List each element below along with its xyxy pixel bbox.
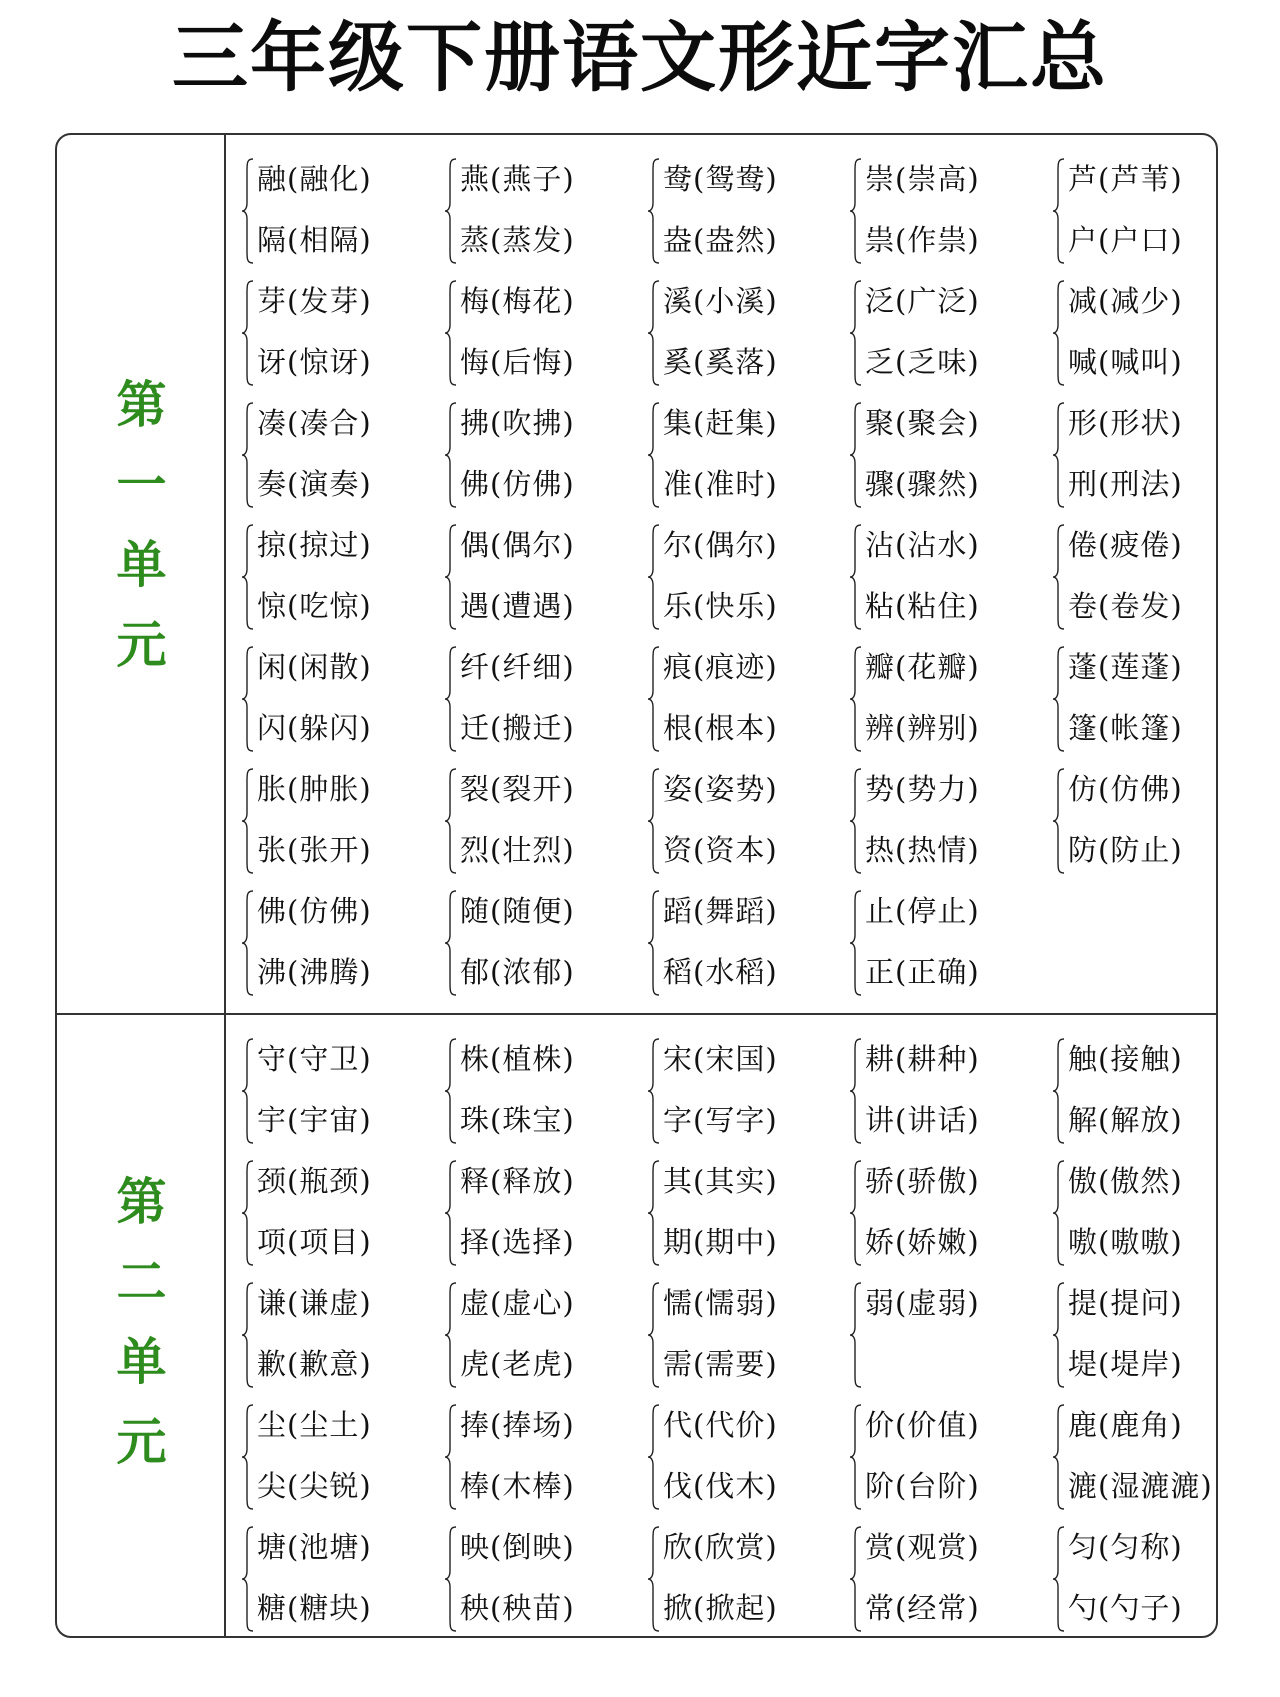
unit-label-char: 单 <box>116 536 167 594</box>
word-pair <box>444 273 634 395</box>
word-entry: 聚(聚会) <box>865 406 980 440</box>
word-pair <box>849 1397 1039 1519</box>
word-entry: 傲(傲然) <box>1068 1164 1183 1198</box>
word-entry: 映(倒映) <box>460 1530 575 1564</box>
word-entry: 虚(虚心) <box>460 1286 575 1320</box>
word-pair <box>849 1031 1039 1153</box>
unit-label-char: 元 <box>116 1413 167 1471</box>
word-entry: 悔(后悔) <box>460 345 575 379</box>
brace-icon <box>647 889 661 997</box>
word-entry: 漉(湿漉漉) <box>1068 1469 1213 1503</box>
word-entry: 胀(肿胀) <box>257 772 372 806</box>
word-pair <box>849 1275 1039 1397</box>
word-entry: 芽(发芽) <box>257 284 372 318</box>
brace-icon <box>647 1403 661 1511</box>
word-pair <box>1052 1397 1218 1519</box>
word-pair <box>849 273 1039 395</box>
word-pair <box>849 517 1039 639</box>
word-entry: 郁(浓郁) <box>460 955 575 989</box>
word-entry: 解(解放) <box>1068 1103 1183 1137</box>
word-pair <box>444 1153 634 1275</box>
word-entry: 捧(捧场) <box>460 1408 575 1442</box>
word-entry: 拂(吹拂) <box>460 406 575 440</box>
word-entry: 烈(壮烈) <box>460 833 575 867</box>
word-pair <box>241 639 431 761</box>
word-pair <box>647 273 837 395</box>
word-entry: 常(经常) <box>865 1591 980 1625</box>
word-entry: 歉(歉意) <box>257 1347 372 1381</box>
word-entry: 掀(掀起) <box>663 1591 778 1625</box>
brace-icon <box>647 157 661 265</box>
brace-icon <box>241 401 255 509</box>
brace-icon <box>849 401 863 509</box>
word-pair <box>444 639 634 761</box>
word-entry: 代(代价) <box>663 1408 778 1442</box>
word-entry: 芦(芦苇) <box>1068 162 1183 196</box>
word-entry: 张(张开) <box>257 833 372 867</box>
word-entry: 秧(秧苗) <box>460 1591 575 1625</box>
brace-icon <box>849 1525 863 1633</box>
word-pair <box>444 151 634 273</box>
word-entry: 耕(耕种) <box>865 1042 980 1076</box>
word-pair <box>241 1397 431 1519</box>
brace-icon <box>647 279 661 387</box>
word-pair <box>241 1153 431 1275</box>
word-entry: 谦(谦虚) <box>257 1286 372 1320</box>
word-entry: 惊(吃惊) <box>257 589 372 623</box>
word-pair <box>849 1519 1039 1638</box>
word-entry: 骄(骄傲) <box>865 1164 980 1198</box>
word-pair <box>241 151 431 273</box>
word-entry: 燕(燕子) <box>460 162 575 196</box>
brace-icon <box>647 1037 661 1145</box>
brace-icon <box>1052 1403 1066 1511</box>
word-pair <box>647 395 837 517</box>
word-entry: 颈(瓶颈) <box>257 1164 372 1198</box>
word-entry: 伐(伐木) <box>663 1469 778 1503</box>
brace-icon <box>1052 1281 1066 1389</box>
brace-icon <box>1052 279 1066 387</box>
brace-icon <box>241 1281 255 1389</box>
brace-icon <box>647 1159 661 1267</box>
word-entry: 宋(宋国) <box>663 1042 778 1076</box>
word-entry: 热(热情) <box>865 833 980 867</box>
word-pair <box>647 639 837 761</box>
brace-icon <box>647 1281 661 1389</box>
word-pair <box>647 761 837 883</box>
word-entry: 闲(闲散) <box>257 650 372 684</box>
word-pair <box>647 151 837 273</box>
word-table <box>55 133 1218 1638</box>
brace-icon <box>444 1037 458 1145</box>
word-entry: 沸(沸腾) <box>257 955 372 989</box>
word-entry: 仿(仿佛) <box>1068 772 1183 806</box>
word-entry: 懦(懦弱) <box>663 1286 778 1320</box>
word-pair <box>849 151 1039 273</box>
word-entry: 其(其实) <box>663 1164 778 1198</box>
word-entry: 痕(痕迹) <box>663 650 778 684</box>
word-entry: 株(植株) <box>460 1042 575 1076</box>
word-entry: 喊(喊叫) <box>1068 345 1183 379</box>
brace-icon <box>849 1037 863 1145</box>
word-entry: 减(减少) <box>1068 284 1183 318</box>
word-pair <box>1052 639 1218 761</box>
word-entry: 融(融化) <box>257 162 372 196</box>
word-entry: 棒(木棒) <box>460 1469 575 1503</box>
brace-icon <box>241 279 255 387</box>
word-entry: 项(项目) <box>257 1225 372 1259</box>
brace-icon <box>647 767 661 875</box>
brace-icon <box>647 401 661 509</box>
word-entry: 价(价值) <box>865 1408 980 1442</box>
word-pair <box>1052 1275 1218 1397</box>
word-entry: 祟(作祟) <box>865 223 980 257</box>
word-pair <box>1052 761 1218 883</box>
word-entry: 需(需要) <box>663 1347 778 1381</box>
word-entry: 偶(偶尔) <box>460 528 575 562</box>
unit-label-char: 元 <box>116 616 167 674</box>
word-pair <box>241 1519 431 1638</box>
word-pair <box>1052 1153 1218 1275</box>
brace-icon <box>241 645 255 753</box>
brace-icon <box>849 1281 863 1389</box>
word-pair <box>1052 517 1218 639</box>
word-pair <box>849 883 1039 1005</box>
word-pair <box>647 517 837 639</box>
word-pair <box>647 1397 837 1519</box>
word-entry: 骤(骤然) <box>865 467 980 501</box>
word-entry: 尘(尘土) <box>257 1408 372 1442</box>
brace-icon <box>241 1403 255 1511</box>
brace-icon <box>444 1159 458 1267</box>
word-entry: 弱(虚弱) <box>865 1286 980 1320</box>
word-pair <box>1052 395 1218 517</box>
word-entry: 准(准时) <box>663 467 778 501</box>
word-entry: 奚(奚落) <box>663 345 778 379</box>
brace-icon <box>444 1281 458 1389</box>
unit-label-char: 二 <box>116 1253 167 1311</box>
word-pair <box>241 395 431 517</box>
word-entry: 欣(欣赏) <box>663 1530 778 1564</box>
word-entry: 倦(疲倦) <box>1068 528 1183 562</box>
brace-icon <box>444 1525 458 1633</box>
word-entry: 嗷(嗷嗷) <box>1068 1225 1183 1259</box>
word-pair <box>849 639 1039 761</box>
word-entry: 娇(娇嫩) <box>865 1225 980 1259</box>
brace-icon <box>1052 645 1066 753</box>
word-entry: 形(形状) <box>1068 406 1183 440</box>
word-entry: 蹈(舞蹈) <box>663 894 778 928</box>
word-pair <box>849 1153 1039 1275</box>
word-entry: 刑(刑法) <box>1068 467 1183 501</box>
word-entry: 蓬(莲蓬) <box>1068 650 1183 684</box>
word-entry: 止(停止) <box>865 894 980 928</box>
unit-label-char: 单 <box>116 1333 167 1391</box>
word-pair <box>1052 273 1218 395</box>
brace-icon <box>444 401 458 509</box>
word-entry: 匀(匀称) <box>1068 1530 1183 1564</box>
word-entry: 释(释放) <box>460 1164 575 1198</box>
word-entry: 讲(讲话) <box>865 1103 980 1137</box>
word-entry: 溪(小溪) <box>663 284 778 318</box>
brace-icon <box>849 279 863 387</box>
word-entry: 泛(广泛) <box>865 284 980 318</box>
word-entry: 盎(盎然) <box>663 223 778 257</box>
word-entry: 瓣(花瓣) <box>865 650 980 684</box>
word-entry: 佛(仿佛) <box>257 894 372 928</box>
brace-icon <box>444 645 458 753</box>
brace-icon <box>849 1159 863 1267</box>
word-entry: 择(选择) <box>460 1225 575 1259</box>
word-entry: 奏(演奏) <box>257 467 372 501</box>
word-pair <box>241 761 431 883</box>
word-entry: 字(写字) <box>663 1103 778 1137</box>
word-entry: 赏(观赏) <box>865 1530 980 1564</box>
unit-label-char: 第 <box>116 1173 167 1231</box>
brace-icon <box>241 1525 255 1633</box>
word-pair <box>444 1519 634 1638</box>
brace-icon <box>241 1037 255 1145</box>
word-pair <box>241 883 431 1005</box>
word-entry: 姿(姿势) <box>663 772 778 806</box>
word-entry: 阶(台阶) <box>865 1469 980 1503</box>
word-entry: 守(守卫) <box>257 1042 372 1076</box>
word-entry: 乏(乏味) <box>865 345 980 379</box>
brace-icon <box>444 1403 458 1511</box>
brace-icon <box>241 523 255 631</box>
word-entry: 触(接触) <box>1068 1042 1183 1076</box>
word-entry: 隔(相隔) <box>257 223 372 257</box>
word-pair <box>1052 1031 1218 1153</box>
word-entry: 糖(糖块) <box>257 1591 372 1625</box>
brace-icon <box>849 767 863 875</box>
word-entry: 乐(快乐) <box>663 589 778 623</box>
brace-icon <box>1052 1525 1066 1633</box>
word-entry: 闪(躲闪) <box>257 711 372 745</box>
word-pair <box>1052 1519 1218 1638</box>
word-entry: 凑(凑合) <box>257 406 372 440</box>
word-pair <box>444 883 634 1005</box>
brace-icon <box>647 523 661 631</box>
word-pair <box>444 1397 634 1519</box>
unit-label-char: 一 <box>116 456 167 514</box>
word-entry: 迁(搬迁) <box>460 711 575 745</box>
word-pair <box>444 1275 634 1397</box>
unit-2-section <box>57 1015 1216 1636</box>
word-pair <box>849 761 1039 883</box>
word-entry: 纤(纤细) <box>460 650 575 684</box>
word-pair <box>444 517 634 639</box>
word-pair <box>241 517 431 639</box>
word-entry: 卷(卷发) <box>1068 589 1183 623</box>
word-entry: 篷(帐篷) <box>1068 711 1183 745</box>
word-entry: 虎(老虎) <box>460 1347 575 1381</box>
brace-icon <box>444 523 458 631</box>
word-entry: 掠(掠过) <box>257 528 372 562</box>
word-pair <box>647 883 837 1005</box>
unit-2-label-column <box>57 1015 226 1636</box>
brace-icon <box>241 767 255 875</box>
word-entry: 防(防止) <box>1068 833 1183 867</box>
word-entry: 尖(尖锐) <box>257 1469 372 1503</box>
unit-1-label <box>57 365 226 685</box>
word-entry: 裂(裂开) <box>460 772 575 806</box>
brace-icon <box>444 157 458 265</box>
word-entry: 沾(沾水) <box>865 528 980 562</box>
word-entry: 稻(水稻) <box>663 955 778 989</box>
word-entry: 佛(仿佛) <box>460 467 575 501</box>
word-entry: 辨(辨别) <box>865 711 980 745</box>
word-pair <box>647 1519 837 1638</box>
brace-icon <box>849 1403 863 1511</box>
brace-icon <box>849 523 863 631</box>
brace-icon <box>647 645 661 753</box>
word-pair <box>444 1031 634 1153</box>
brace-icon <box>1052 767 1066 875</box>
word-entry: 勺(勺子) <box>1068 1591 1183 1625</box>
brace-icon <box>1052 1159 1066 1267</box>
brace-icon <box>849 157 863 265</box>
word-pair <box>241 273 431 395</box>
brace-icon <box>1052 157 1066 265</box>
unit-label-char: 第 <box>116 376 167 434</box>
word-entry: 堤(堤岸) <box>1068 1347 1183 1381</box>
word-entry: 珠(珠宝) <box>460 1103 575 1137</box>
word-entry: 宇(宇宙) <box>257 1103 372 1137</box>
word-pair <box>849 395 1039 517</box>
word-entry: 梅(梅花) <box>460 284 575 318</box>
page-title: 三年级下册语文形近字汇总 <box>172 13 1108 102</box>
brace-icon <box>444 767 458 875</box>
word-entry: 塘(池塘) <box>257 1530 372 1564</box>
word-pair <box>1052 151 1218 273</box>
word-entry: 鹿(鹿角) <box>1068 1408 1183 1442</box>
brace-icon <box>1052 1037 1066 1145</box>
brace-icon <box>849 645 863 753</box>
brace-icon <box>1052 401 1066 509</box>
word-entry: 正(正确) <box>865 955 980 989</box>
brace-icon <box>444 279 458 387</box>
word-pair <box>444 761 634 883</box>
brace-icon <box>849 889 863 997</box>
word-entry: 讶(惊讶) <box>257 345 372 379</box>
word-entry: 随(随便) <box>460 894 575 928</box>
word-entry: 粘(粘住) <box>865 589 980 623</box>
brace-icon <box>241 157 255 265</box>
word-entry: 户(户口) <box>1068 223 1183 257</box>
brace-icon <box>444 889 458 997</box>
unit-1-label-column <box>57 135 226 1013</box>
word-pair <box>241 1275 431 1397</box>
word-entry: 集(赶集) <box>663 406 778 440</box>
word-pair <box>647 1031 837 1153</box>
word-entry: 尔(偶尔) <box>663 528 778 562</box>
word-entry: 根(根本) <box>663 711 778 745</box>
word-pair <box>647 1153 837 1275</box>
word-pair <box>647 1275 837 1397</box>
brace-icon <box>241 1159 255 1267</box>
word-entry: 期(期中) <box>663 1225 778 1259</box>
word-entry: 鸯(鸳鸯) <box>663 162 778 196</box>
word-entry: 崇(崇高) <box>865 162 980 196</box>
word-entry: 资(资本) <box>663 833 778 867</box>
unit-1-section <box>57 135 1216 1015</box>
brace-icon <box>647 1525 661 1633</box>
word-pair <box>444 395 634 517</box>
word-entry: 蒸(蒸发) <box>460 223 575 257</box>
word-pair <box>241 1031 431 1153</box>
brace-icon <box>1052 523 1066 631</box>
brace-icon <box>241 889 255 997</box>
word-entry: 遇(遭遇) <box>460 589 575 623</box>
word-entry: 势(势力) <box>865 772 980 806</box>
unit-2-label <box>57 1162 226 1482</box>
word-entry: 提(提问) <box>1068 1286 1183 1320</box>
